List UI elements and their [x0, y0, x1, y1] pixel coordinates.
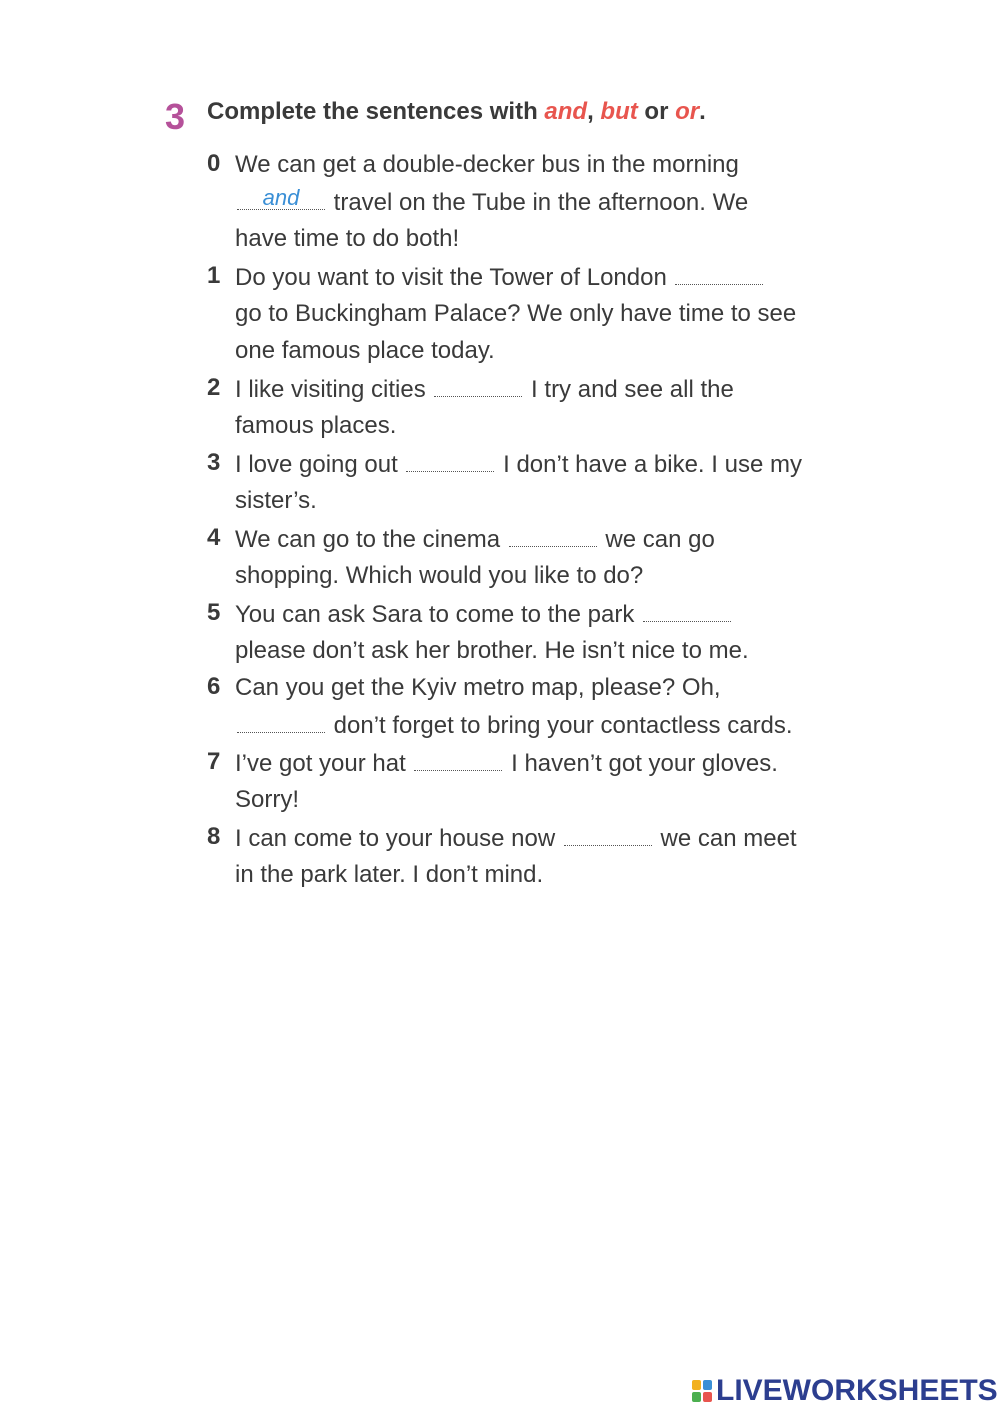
item-line: [235, 748, 778, 778]
item-text: please don’t ask her brother. He isn’t nice to me.: [235, 637, 749, 664]
item-line: [235, 860, 543, 890]
item-line: [235, 636, 749, 666]
item-line: [235, 710, 793, 740]
item-text: have time to do both!: [235, 225, 460, 252]
item-line: [235, 187, 748, 217]
item-text: we can go: [598, 526, 715, 553]
instruction-suffix: .: [699, 98, 706, 125]
keyword-but: but: [600, 98, 638, 125]
item-text: Do you want to visit the Tower of London: [235, 264, 674, 291]
item-line: [235, 262, 765, 292]
answer-blank[interactable]: [564, 823, 652, 846]
item-text: sister’s.: [235, 487, 317, 514]
item-text: I haven’t got your gloves.: [504, 750, 778, 777]
item-line: [235, 449, 802, 479]
liveworksheets-brand[interactable]: [692, 1374, 998, 1408]
item-line: [235, 785, 299, 815]
item-text: in the park later. I don’t mind.: [235, 861, 544, 888]
item-line: [235, 224, 459, 254]
answer-blank[interactable]: [675, 262, 763, 285]
item-text: travel on the Tube in the afternoon. We: [327, 189, 749, 216]
item-line: [235, 374, 734, 404]
instruction-sep: or: [637, 98, 676, 125]
item-text: We can go to the cinema: [235, 526, 507, 553]
item-number: 3: [207, 449, 221, 476]
item-text: don’t forget to bring your contactless cards.: [327, 712, 793, 739]
item-text: I’ve got your hat: [235, 750, 413, 777]
liveworksheets-logo-icon: [692, 1380, 712, 1402]
item-line: [235, 673, 721, 703]
item-number: 8: [207, 823, 221, 850]
item-number: 0: [207, 150, 221, 177]
item-line: [235, 150, 739, 180]
item-line: [235, 823, 797, 853]
item-text: one famous place today.: [235, 337, 495, 364]
instruction-prefix: Complete the sentences with: [207, 98, 545, 125]
keyword-or: or: [675, 98, 700, 125]
item-text: Sorry!: [235, 786, 300, 813]
answer-blank[interactable]: [237, 187, 325, 210]
brand-text: LIVEWORKSHEETS: [716, 1374, 998, 1407]
item-text: famous places.: [235, 412, 397, 439]
item-number: 6: [207, 673, 221, 700]
instruction-sep: ,: [587, 98, 601, 125]
item-line: [235, 524, 715, 554]
item-line: [235, 336, 495, 366]
item-text: I don’t have a bike. I use my: [496, 451, 802, 478]
item-number: 5: [207, 599, 221, 626]
item-text: I love going out: [235, 451, 405, 478]
item-line: [235, 599, 733, 629]
answer-blank[interactable]: [237, 710, 325, 733]
item-text: I like visiting cities: [235, 376, 433, 403]
item-number: 2: [207, 374, 221, 401]
item-text: we can meet: [653, 825, 797, 852]
example-answer: and: [262, 185, 300, 210]
answer-blank[interactable]: [509, 524, 597, 547]
instruction: [207, 98, 706, 126]
item-line: [235, 299, 796, 329]
answer-blank[interactable]: [414, 748, 502, 771]
item-text: shopping. Which would you like to do?: [235, 562, 644, 589]
item-line: [235, 411, 396, 441]
item-text: We can get a double-decker bus in the morning: [235, 151, 739, 178]
item-text: You can ask Sara to come to the park: [235, 601, 642, 628]
answer-blank[interactable]: [434, 374, 522, 397]
exercise-number: 3: [165, 96, 186, 137]
item-text: I can come to your house now: [235, 825, 562, 852]
item-text: Can you get the Kyiv metro map, please? Oh,: [235, 674, 721, 701]
answer-blank[interactable]: [406, 449, 494, 472]
answer-blank[interactable]: [643, 599, 731, 622]
item-number: 1: [207, 262, 221, 289]
item-text: go to Buckingham Palace? We only have time to see: [235, 300, 797, 327]
keyword-and: and: [544, 98, 588, 125]
item-text: I try and see all the: [524, 376, 734, 403]
item-line: [235, 561, 643, 591]
item-line: [235, 486, 317, 516]
item-number: 7: [207, 748, 221, 775]
item-number: 4: [207, 524, 221, 551]
